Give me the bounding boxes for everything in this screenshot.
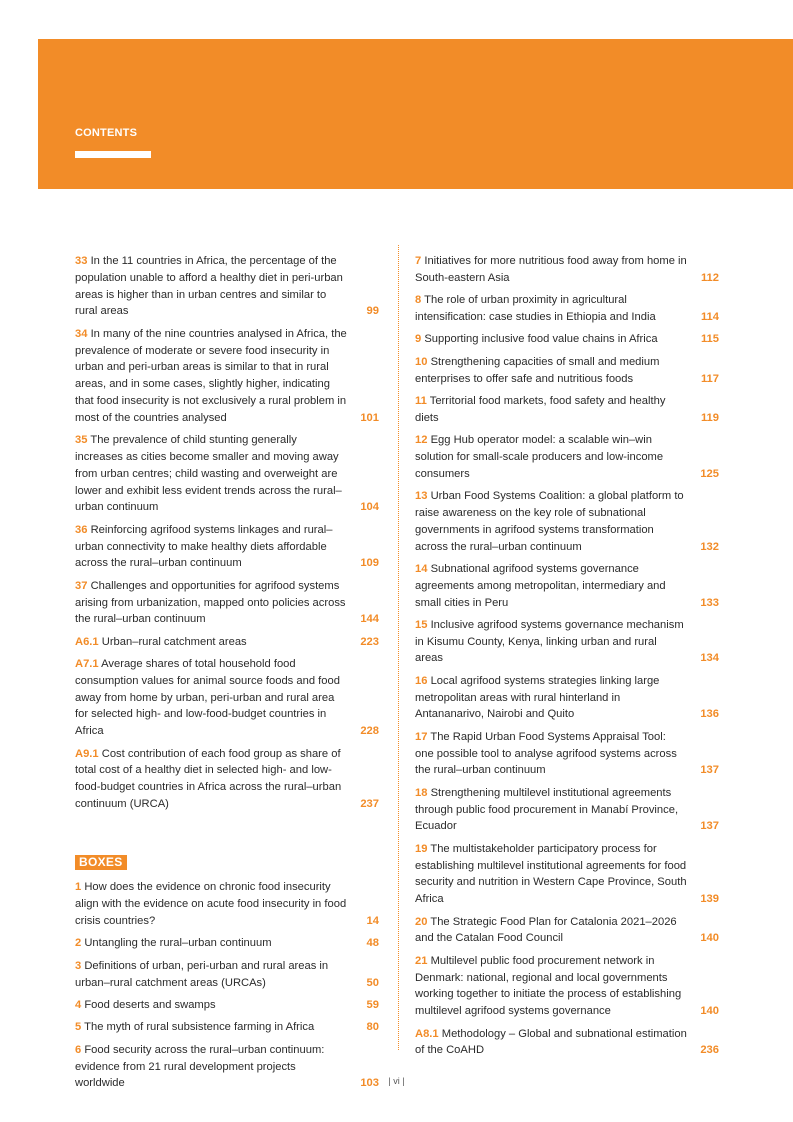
toc-entry[interactable]: [415, 354, 719, 388]
toc-entry-text: [415, 331, 697, 348]
toc-entry-title: Initiatives for more nutritious food away from home in South-eastern Asia: [415, 255, 687, 284]
toc-entry-title: In the 11 countries in Africa, the percentage of the population unable to afford a healthy diet in peri-urban areas is higher than in urban centres and similar to rural areas: [75, 255, 343, 318]
toc-entry-title: Inclusive agrifood systems governance mechanism in Kisumu County, Kenya, linking urban and rural areas: [415, 618, 684, 665]
page-number: | vi |: [388, 1076, 405, 1086]
toc-entry-text: [75, 879, 357, 929]
toc-entry-page: 140: [700, 932, 719, 945]
toc-entry-text: [415, 253, 697, 287]
toc-entry-page: 114: [700, 310, 719, 323]
toc-entry-page: 103: [360, 1077, 379, 1090]
toc-entry-number: 35: [75, 434, 88, 447]
toc-entry-page: 137: [700, 820, 719, 833]
toc-entry-number: A7.1: [75, 658, 99, 671]
toc-entry-text: [415, 354, 697, 388]
toc-entry-text: [75, 1019, 357, 1036]
toc-entry-page: 115: [700, 333, 719, 346]
toc-entry[interactable]: [415, 561, 719, 611]
toc-entry-page: 109: [360, 557, 379, 570]
toc-entry-number: 3: [75, 959, 82, 972]
toc-entry-page: 125: [700, 467, 719, 480]
toc-entry-title: Food deserts and swamps: [84, 999, 216, 1012]
toc-entry-text: [415, 841, 697, 908]
toc-entry-title: Food security across the rural–urban continuum: evidence from 21 rural development projects worldwide: [75, 1043, 325, 1090]
toc-entry[interactable]: [415, 432, 719, 482]
column-divider: [398, 245, 399, 1050]
toc-entry[interactable]: [415, 673, 719, 723]
toc-entry-number: A8.1: [415, 1027, 439, 1040]
toc-entry-title: How does the evidence on chronic food insecurity align with the evidence on acute food insecurity in food crisis countries?: [75, 881, 347, 928]
toc-entry-number: 15: [415, 618, 428, 631]
toc-entry-title: Egg Hub operator model: a scalable win–win solution for small-scale producers and low-income consumers: [415, 434, 664, 480]
toc-entry-number: 14: [415, 562, 428, 575]
title-underline-bar: [75, 151, 151, 158]
toc-entry-page: 223: [360, 635, 379, 648]
toc-entry-title: Strengthening multilevel institutional agreements through public food procurement in Manabí Province, Ecuador: [415, 786, 679, 833]
toc-entry[interactable]: [75, 634, 379, 651]
boxes-continued-list: [415, 253, 719, 1059]
toc-entry-text: [415, 729, 697, 779]
toc-entry-text: [415, 953, 697, 1020]
toc-entry-title: Reinforcing agrifood systems linkages and rural–urban connectivity to make healthy diets affordable across the rural–urban continuum: [75, 523, 333, 570]
toc-entry[interactable]: [415, 253, 719, 287]
toc-entry-number: 19: [415, 842, 428, 855]
toc-entry-title: Challenges and opportunities for agrifood systems arising from urbanization, mapped onto policies across the rural–urban continuum: [75, 579, 346, 626]
boxes-heading: BOXES: [75, 855, 127, 870]
toc-entry[interactable]: [75, 522, 379, 572]
toc-entry[interactable]: [415, 292, 719, 326]
toc-entry-title: The Rapid Urban Food Systems Appraisal Tool: one possible tool to analyse agrifood systems across the rural–urban continuum: [415, 730, 677, 777]
toc-entry-number: 13: [415, 490, 428, 503]
toc-entry-number: 7: [415, 255, 422, 267]
toc-entry[interactable]: [415, 785, 719, 835]
toc-entry-page: 144: [360, 613, 379, 626]
toc-entry[interactable]: [75, 879, 379, 929]
toc-entry[interactable]: [75, 578, 379, 628]
toc-entry-page: 236: [700, 1044, 719, 1057]
toc-entry[interactable]: [75, 958, 379, 992]
toc-entry[interactable]: [75, 746, 379, 813]
toc-entry-page: 139: [700, 893, 719, 906]
toc-entry-page: 59: [366, 999, 379, 1012]
toc-entry-text: [75, 746, 357, 813]
toc-entry-page: 112: [700, 271, 719, 284]
toc-entry-text: [415, 292, 697, 326]
toc-entry-number: 34: [75, 327, 88, 340]
toc-entry-title: Strengthening capacities of small and medium enterprises to offer safe and nutritious foods: [415, 355, 660, 385]
toc-entry-page: 101: [360, 411, 379, 424]
toc-entry-number: 11: [415, 394, 427, 407]
toc-entry[interactable]: [75, 656, 379, 740]
toc-entry-title: Untangling the rural–urban continuum: [84, 937, 272, 950]
toc-entry-number: 36: [75, 523, 88, 536]
toc-entry-text: [75, 326, 357, 427]
toc-entry-text: [415, 561, 697, 611]
toc-entry[interactable]: [415, 617, 719, 667]
toc-entry-text: [415, 617, 697, 667]
toc-entry[interactable]: [415, 914, 719, 948]
toc-entry-number: A6.1: [75, 635, 99, 648]
toc-entry-number: 12: [415, 434, 428, 447]
toc-entry[interactable]: [415, 1026, 719, 1060]
toc-entry-title: Multilevel public food procurement network in Denmark: national, regional and local governments working together to initiate the process of establishing multilevel agrifood systems governance: [415, 954, 682, 1018]
toc-entry-title: The Strategic Food Plan for Catalonia 2021–2026 and the Catalan Food Council: [415, 915, 677, 945]
toc-left-column: [75, 253, 379, 1098]
toc-entry-page: 99: [366, 305, 379, 318]
toc-entry-title: Methodology – Global and subnational estimation of the CoAHD: [415, 1027, 687, 1057]
toc-right-column: [415, 253, 719, 1065]
toc-entry[interactable]: [415, 841, 719, 908]
toc-entry-number: 37: [75, 579, 88, 592]
toc-entry-text: [75, 522, 357, 572]
toc-entry-title: Local agrifood systems strategies linking large metropolitan areas with rural hinterland in Antananarivo, Nairobi and Quito: [415, 674, 660, 721]
toc-entry[interactable]: [75, 326, 379, 427]
toc-entry[interactable]: [415, 331, 719, 348]
toc-entry-text: [75, 935, 357, 952]
toc-entry-title: Supporting inclusive food value chains in Africa: [424, 333, 658, 346]
toc-entry-page: 133: [700, 596, 719, 609]
toc-entry[interactable]: [75, 1019, 379, 1036]
toc-entry-title: In many of the nine countries analysed in Africa, the prevalence of moderate or severe food insecurity in urban and peri-urban areas is similar to that in rural areas, and in some cases, slightly higher, indicating that food insecurity is not exclusively a rural problem in most of the countries analysed: [75, 327, 347, 424]
toc-entry-page: 104: [360, 501, 379, 514]
toc-entry-number: 4: [75, 999, 82, 1012]
toc-entry-page: 134: [700, 652, 719, 665]
toc-entry-text: [75, 958, 357, 992]
toc-entry[interactable]: [415, 488, 719, 555]
toc-entry-title: The role of urban proximity in agricultural intensification: case studies in Ethiopia and India: [415, 294, 656, 323]
toc-entry-text: [415, 1026, 697, 1060]
toc-entry-number: 2: [75, 937, 82, 950]
toc-entry-text: [415, 432, 697, 482]
toc-entry-text: [75, 253, 357, 320]
toc-entry-text: [75, 634, 357, 651]
toc-entry-number: 16: [415, 674, 428, 687]
toc-entry-title: Subnational agrifood systems governance agreements among metropolitan, intermediary and small cities in Peru: [415, 562, 666, 609]
toc-entry-page: 136: [700, 708, 719, 721]
toc-entry-number: 9: [415, 333, 422, 346]
toc-entry-text: [415, 914, 697, 948]
toc-entry-text: [415, 785, 697, 835]
toc-entry-number: 20: [415, 915, 428, 928]
toc-entry-title: Territorial food markets, food safety and healthy diets: [415, 394, 666, 424]
toc-entry[interactable]: [415, 953, 719, 1020]
toc-entry-page: 80: [366, 1021, 379, 1034]
header-banner: [38, 39, 793, 189]
toc-entry-number: 33: [75, 255, 88, 267]
figures-list: [75, 253, 379, 813]
toc-entry-title: The multistakeholder participatory process for establishing multilevel institutional agreements for food security and nutrition in Western Cape Province, South Africa: [415, 842, 687, 906]
toc-entry-title: Cost contribution of each food group as share of total cost of a healthy diet in selected high- and low-food-budget countries in Africa across the rural–urban continuum (URCA): [75, 747, 342, 811]
toc-entry[interactable]: [75, 432, 379, 516]
toc-entry-page: 237: [360, 798, 379, 811]
toc-entry-page: 14: [366, 915, 379, 928]
toc-entry-page: 117: [700, 372, 719, 385]
toc-entry-text: [75, 656, 357, 740]
toc-entry[interactable]: [415, 393, 719, 427]
boxes-list: [75, 879, 379, 1092]
toc-entry-page: 132: [700, 540, 719, 553]
toc-entry-title: The prevalence of child stunting generally increases as cities become smaller and moving away from urban centres; child wasting and overweight are lower and exhibit less evident trends across the rural–urban continuum: [75, 434, 342, 514]
toc-entry-text: [415, 393, 697, 427]
toc-entry-text: [415, 488, 697, 555]
toc-entry-number: A9.1: [75, 747, 99, 760]
toc-entry-title: Average shares of total household food consumption values for animal source foods and food away from home by urban, peri-urban and rural area for selected high- and low-food-budget countries in Africa: [75, 658, 340, 738]
toc-entry-text: [75, 578, 357, 628]
toc-entry[interactable]: [75, 935, 379, 952]
toc-entry-number: 1: [75, 881, 82, 894]
toc-entry-page: 48: [366, 937, 379, 950]
toc-entry-page: 228: [360, 725, 379, 738]
toc-entry-title: The myth of rural subsistence farming in Africa: [84, 1021, 315, 1034]
toc-entry-title: Urban Food Systems Coalition: a global platform to raise awareness on the key role of subnational governments in agrifood systems transformation across the rural–urban continuum: [415, 490, 684, 553]
toc-entry-page: 140: [700, 1005, 719, 1018]
page-title: CONTENTS: [75, 127, 138, 139]
toc-entry-number: 10: [415, 355, 428, 368]
toc-entry-title: Urban–rural catchment areas: [101, 635, 247, 648]
toc-entry-page: 119: [700, 411, 719, 424]
toc-entry-number: 5: [75, 1021, 82, 1034]
toc-entry-text: [75, 997, 357, 1014]
toc-entry-number: 21: [415, 954, 428, 967]
toc-entry[interactable]: [75, 997, 379, 1014]
toc-entry-title: Definitions of urban, peri-urban and rural areas in urban–rural catchment areas (URCAs): [75, 959, 329, 989]
toc-entry-number: 17: [415, 730, 428, 743]
toc-entry-number: 8: [415, 294, 422, 307]
toc-entry-text: [75, 432, 357, 516]
toc-entry-number: 6: [75, 1043, 82, 1056]
toc-entry-number: 18: [415, 786, 428, 799]
toc-entry[interactable]: [415, 729, 719, 779]
toc-entry[interactable]: [75, 253, 379, 320]
toc-entry-text: [415, 673, 697, 723]
toc-entry-page: 137: [700, 764, 719, 777]
toc-entry-page: 50: [366, 976, 379, 989]
